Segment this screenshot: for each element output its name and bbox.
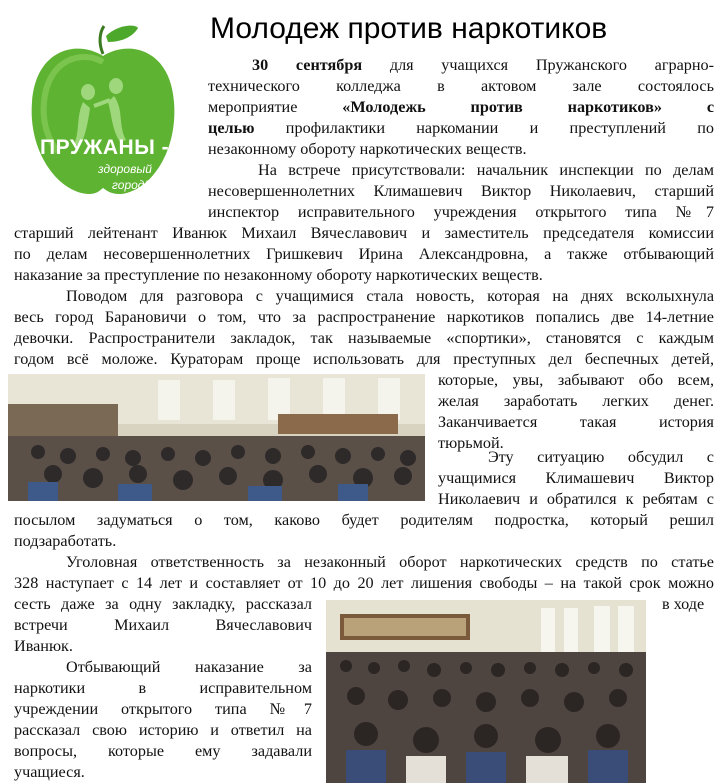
text-line: сесть даже за одну закладку, рассказал (14, 595, 312, 613)
text-line: учащимися Климашевич Виктор (438, 469, 714, 487)
text-line: 30 сентября для учащихся Пружанского аграрно- (252, 56, 714, 74)
text-line: незаконному обороту наркотических веществ. (208, 140, 527, 158)
text-line: Уголовная ответственность за незаконный оборот наркотических средств по статье (66, 553, 714, 571)
assembly-hall-photo-1 (8, 374, 425, 501)
text-line: Эту ситуацию обсудил с (488, 448, 714, 466)
text-line: тюрьмой. (438, 434, 504, 452)
text-line: Отбывающий наказание за (66, 658, 312, 676)
text-line: в ходе (662, 595, 705, 613)
text-line: мероприятие «Молодежь против наркотиков» с (208, 98, 714, 116)
text-line: которые, увы, забывают обо всем, (438, 371, 714, 389)
text-line: наказание за преступление по незаконному обороту наркотических веществ. (14, 266, 543, 284)
text-line: девочки. Распространители закладок, так называемые «спортики», становятся с каждым (14, 329, 714, 347)
text-line: желая заработать легких денег. (438, 392, 714, 410)
pruzhany-logo (28, 22, 178, 197)
text-line: наркотики в исправительном (14, 679, 312, 697)
text-line: технического колледжа в актовом зале состоялось (208, 77, 714, 95)
text-line: 328 наступает с 14 лет и составляет от 10 до 20 лет лишения свободы – на такой срок можно (14, 574, 714, 592)
text-line: весь город Барановичи о том, что за распространение наркотиков попались две 14-летние (14, 308, 714, 326)
logo-word: ПРУЖАНЫ - (40, 136, 170, 159)
event-name: «Молодежь против наркотиков» с (342, 98, 714, 116)
text-line: посылом задуматься о том, каково будет родителям подростка, который решил (14, 511, 714, 529)
text-line: инспектор исправительного учреждения открытого типа №7 (208, 203, 714, 221)
event-date: 30 сентября (252, 56, 363, 74)
text-line: учреждении открытого типа №7 (14, 700, 312, 718)
page-title: Молодеж против наркотиков (210, 12, 608, 45)
text-line: Заканчивается такая история (438, 413, 714, 431)
text-line: рассказал свою историю и ответил на (14, 721, 312, 739)
text-line: учащиеся. (14, 763, 85, 781)
text-line: Поводом для разговора с учащимися стала новость, которая на днях всколыхнула (66, 287, 714, 305)
text-line: вопросы, которые ему задавали (14, 742, 312, 760)
text-line: старший лейтенант Иванюк Михаил Вячеславович и заместитель председателя комиссии (14, 224, 714, 242)
text-line: по делам несовершеннолетних Гришкевич Ирина Александровна, а также отбывающий (14, 245, 714, 263)
text-line: Иванюк. (14, 637, 73, 655)
text-line: несовершеннолетних Климашевич Виктор Николаевич, старший (208, 182, 714, 200)
assembly-hall-photo-2 (326, 600, 646, 783)
text-line: встречи Михаил Вячеславович (14, 616, 312, 634)
text-line: годом всё моложе. Кураторам проще использовать для преступных дел беспечных детей, (14, 350, 714, 368)
logo-slogan-1: здоровый (98, 162, 152, 176)
text-line: целью профилактики наркомании и преступлений по (208, 119, 714, 137)
text-line: подзаработать. (14, 532, 117, 550)
text-line: На встрече присутствовали: начальник инспекции по делам (258, 161, 714, 179)
text-line: Николаевич и обратился к ребятам с (438, 490, 714, 508)
logo-slogan-2: город! (112, 178, 148, 192)
